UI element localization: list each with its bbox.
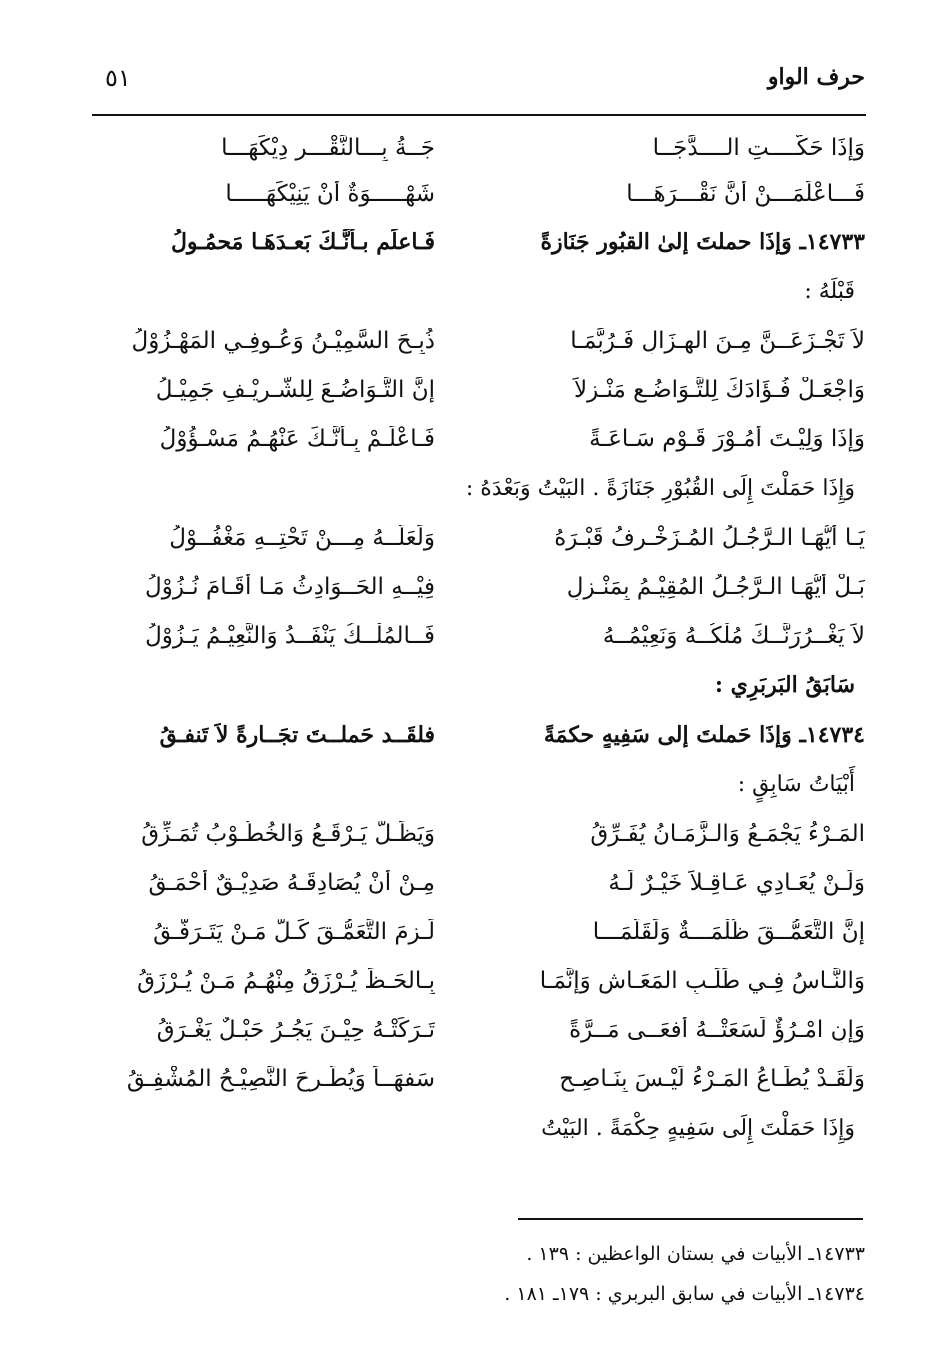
verse-line bbox=[95, 956, 865, 1005]
verse-line bbox=[95, 513, 865, 562]
second-hemistich: لَـزِمَ التَّعَمُّـقَ كَـلٌّ مَـنْ يَتَـرَفَّـقُ bbox=[153, 918, 435, 945]
first-hemistich: وَلَقَـدْ يُطَـاعُ المَـرْءُ لَيْـسَ بِنَـاصِـحٍ bbox=[559, 1065, 865, 1092]
first-hemistich: وَلَـنْ يُعَـادِي عَـاقِـلاً خَيْـرٌ لَـهُ bbox=[608, 869, 865, 896]
second-hemistich: تَـرَكَتْـهُ حِيْـنَ يَجُـرُ حَبْـلٌ يَغْـرَقُ bbox=[156, 1016, 435, 1043]
second-hemistich: فلقَــد حَملــتَ تجَــارةً لاَ تَنفـقُ bbox=[159, 721, 435, 748]
second-hemistich: فَـاعلَم بـأنَّـكَ بَعـدَهَـا مَحمُـولُ bbox=[170, 228, 435, 255]
header-divider bbox=[92, 114, 866, 116]
second-hemistich: بِـالحَـظِّ يُـرْزَقُ مِنْهُـمُ مَـنْ يُـرْزَقُ bbox=[137, 967, 435, 994]
second-hemistich: وَلَعَلَّــهُ مِـــنْ تَحْتِــهِ مَغْفُــوْلُ bbox=[169, 524, 435, 551]
verse-line bbox=[95, 710, 865, 759]
first-hemistich: فَـــاعْلَمَـــنْ أَنَّ نَقْـــرَهَـــا bbox=[626, 181, 865, 207]
verse-line bbox=[95, 365, 865, 414]
second-hemistich: فِيْــهِ الحَــوَادِثُ مَـا أَقَـامَ نُـزُوْلُ bbox=[145, 573, 435, 600]
first-hemistich: المَـرْءُ يَجْمَـعُ وَالـزَّمَـانُ يُفَـرِّقُ bbox=[590, 820, 865, 847]
second-hemistich: ذُبِـحَ السَّمِيْـنُ وَعُـوفِـي المَهْـزُوْلُ bbox=[131, 327, 435, 354]
footnotes bbox=[95, 1234, 865, 1314]
second-hemistich: جَــةُ بِـــالنَّقْـــرِ دِيْكَهَـــا bbox=[221, 135, 435, 161]
verse-line bbox=[95, 171, 865, 217]
second-hemistich: وَيَظَـلُّ يَـرْقَـعُ وَالخُطُـوْبُ تُمَـزِّقُ bbox=[141, 820, 435, 847]
prose-line: وَإِذَا حَمَلْتَ إِلَى سَفِيهٍ حِكْمَةً . البَيْتُ bbox=[541, 1115, 855, 1141]
page-header bbox=[95, 62, 865, 102]
verse-line bbox=[95, 1005, 865, 1054]
verse-line bbox=[95, 125, 865, 171]
first-hemistich: ١٤٧٣٤ـ وَإذَا حَملتَ إلى سَفِيهٍ حكمَةً bbox=[543, 721, 865, 748]
verse-line bbox=[95, 611, 865, 660]
verse-line bbox=[95, 217, 865, 266]
second-hemistich: إِنَّ التَّـوَاضُـعَ لِلشَّـرِيْـفِ جَمِيْـلُ bbox=[155, 376, 435, 403]
verse-line bbox=[95, 809, 865, 858]
first-hemistich: وَإِذَا حَكَّــــتِ الــــدَّجَــا bbox=[652, 135, 865, 161]
prose-line: قَبْلَهُ : bbox=[804, 278, 855, 304]
prose-line: أَبْيَاتُ سَابِقٍ : bbox=[737, 771, 855, 797]
verse-line bbox=[95, 1054, 865, 1103]
first-hemistich: يَـا أَيُّهَـا الـرَّجُـلُ المُـزَخْـرِفُ قَبْـرَهُ bbox=[554, 524, 865, 551]
prose-line: وَإِذَا حَمَلْتَ إِلَى القُبُوْرِ جَنَازَةً . البَيْتُ وَبَعْدَهُ : bbox=[465, 475, 855, 501]
second-hemistich: شَهْـــــوَةٌ أَنْ يَنِيْكَهَـــــا bbox=[225, 181, 435, 207]
poet-heading: سَابَقُ البَربَرِي : bbox=[714, 672, 855, 698]
page-number: ٥١ bbox=[105, 64, 131, 92]
first-hemistich: لاَ يَغْــرُرَنَّــكَ مُلْكُــهُ وَنَعِيْمُــهُ bbox=[602, 622, 865, 649]
verse-line bbox=[95, 907, 865, 956]
first-hemistich: وَإِنِ امْـرُؤٌ لَسَعَتْــهُ أَفعَــى مَــرَّةً bbox=[569, 1016, 865, 1043]
first-hemistich: ١٤٧٣٣ـ وَإذَا حملتَ إلىٰ القبُور جَنَازةً bbox=[540, 228, 865, 255]
second-hemistich: مِـنْ أَنْ يُصَادِقَـهُ صَدِيْـقٌ أَحْمَـقُ bbox=[148, 869, 435, 896]
first-hemistich: إِنَّ التَّعَمُّــقَ ظُلْمَـــةٌ وَلَقَلَّمَـــا bbox=[592, 918, 865, 945]
page-body bbox=[95, 125, 865, 1153]
second-hemistich: فَـاعْلَـمْ بِـأَنَّـكَ عَنْهُـمُ مَسْـؤُوْلُ bbox=[159, 425, 435, 452]
verse-line bbox=[95, 414, 865, 463]
verse-line bbox=[95, 316, 865, 365]
first-hemistich: وَالنَّـاسُ فِـي طَلَـبِ المَعَـاشِ وَإِنَّمَـا bbox=[539, 967, 865, 994]
first-hemistich: بَـلْ أَيُّهَـا الـرَّجُـلُ المُقِيْـمُ بِمَنْـزِلٍ bbox=[566, 573, 865, 600]
verse-line bbox=[95, 858, 865, 907]
first-hemistich: وَإِذَا وَلِيْـتَ أُمُـوْرَ قَـوْمٍ سَـاعَـةً bbox=[589, 425, 865, 452]
verse-line bbox=[95, 562, 865, 611]
chapter-title: حرف الواو bbox=[767, 64, 865, 90]
footnote: ١٤٧٣٣ـ الأبيات في بستان الواعظين : ١٣٩ . bbox=[526, 1243, 865, 1265]
second-hemistich: سَفهَــاً وَيُطَّـرحَ النَّصِيْـحُ المُشْفِـقُ bbox=[126, 1065, 435, 1092]
footnote: ١٤٧٣٤ـ الأبيات في سابق البربري : ١٧٩ـ ١٨١ . bbox=[504, 1283, 865, 1305]
footnote-divider bbox=[518, 1218, 863, 1220]
first-hemistich: لاَ تَجْـزَعَــنَّ مِـنَ الهِـزَالِ فَـرُبَّمَـا bbox=[570, 327, 865, 354]
second-hemistich: فَــالمُلْــكُ يَنْفَــدُ وَالنَّعِيْـمُ يَـزُوْلُ bbox=[145, 622, 435, 649]
first-hemistich: وَاجْعَـلْ فُـؤَادَكَ لِلتَّـوَاضُـعِ مَنْـزِلاً bbox=[574, 376, 865, 403]
